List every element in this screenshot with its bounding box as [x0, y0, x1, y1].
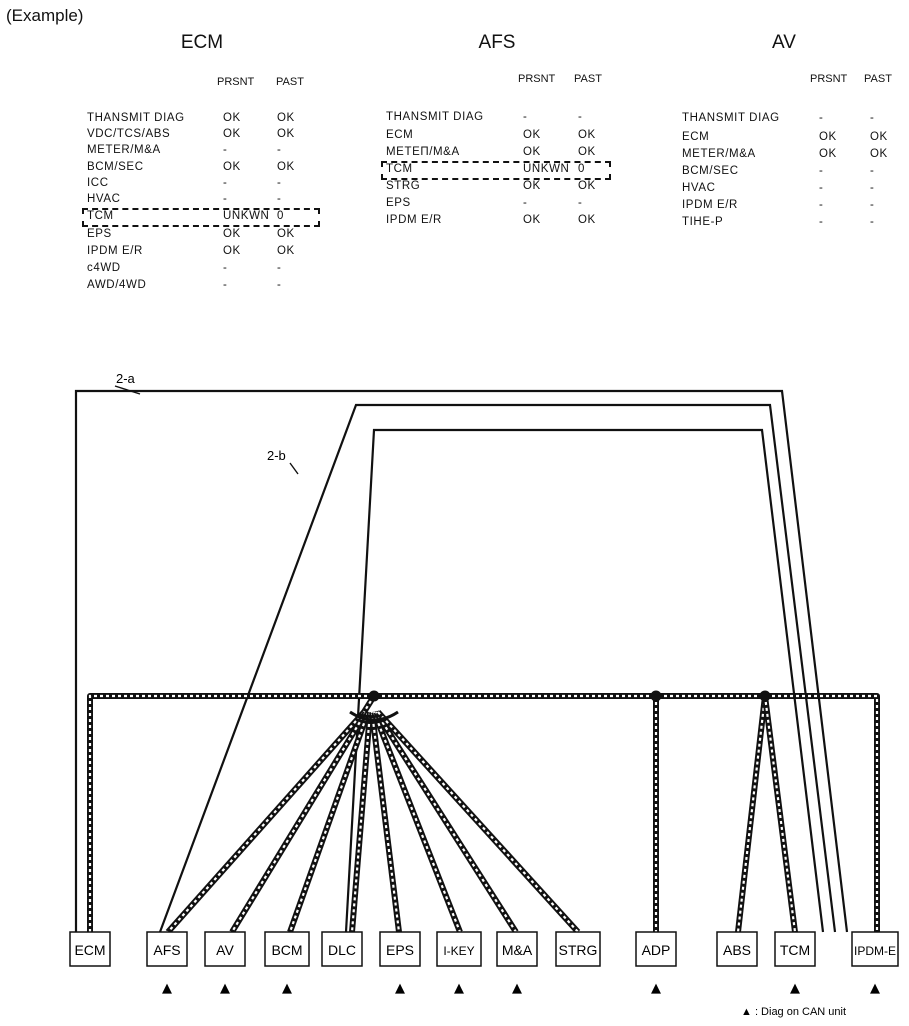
unit-name: IPDM E/R — [682, 198, 738, 211]
legend-text: ▲ : Diag on CAN unit — [741, 1006, 847, 1018]
wire-2b — [160, 405, 835, 932]
node-label: AV — [216, 942, 234, 958]
past-status: - — [870, 215, 875, 228]
unit-name: ECM — [682, 131, 710, 143]
ecu-nodes — [70, 932, 898, 996]
unit-name: HVAC — [682, 181, 716, 194]
past-status: - — [277, 144, 282, 156]
past-status: - — [277, 193, 282, 205]
node-label: EPS — [385, 942, 415, 958]
junction-dot — [651, 691, 662, 702]
past-status: 0 — [578, 163, 585, 175]
diag-marker-icon: ▲ — [282, 981, 292, 996]
present-status: OK — [223, 128, 241, 140]
ecu-node-ipdme — [852, 932, 898, 996]
unit-name: METER/M&A — [87, 144, 161, 156]
ecu-node-av — [205, 932, 245, 996]
present-status: UNKWN — [223, 210, 270, 222]
past-status: OK — [277, 160, 295, 173]
can-branch-line — [378, 712, 578, 932]
present-status: - — [819, 164, 824, 177]
ecu-node-ecm — [70, 932, 110, 966]
example-label: (Example) — [6, 6, 84, 25]
unit-name: METER/M&A — [682, 147, 756, 160]
unit-name: IPDM E/R — [87, 244, 143, 257]
past-status: - — [277, 278, 282, 291]
present-status: OK — [819, 147, 837, 160]
present-status: - — [819, 112, 824, 124]
node-label: I-KEY — [443, 944, 475, 958]
past-status: - — [870, 164, 875, 177]
unit-name: IPDM E/R — [386, 214, 442, 226]
present-status: - — [223, 278, 228, 291]
present-status: OK — [523, 146, 541, 158]
col-past-header: PAST — [574, 73, 602, 85]
past-status: OK — [870, 131, 888, 143]
past-status: - — [578, 111, 583, 123]
ecu-node-eps — [380, 932, 420, 996]
past-status: - — [578, 197, 583, 209]
unit-name: TCM — [386, 163, 413, 175]
past-status: - — [277, 261, 282, 274]
diag-marker-icon: ▲ — [395, 981, 405, 996]
unit-name: STRG — [386, 180, 421, 192]
unit-name: THANSMIT DIAG — [87, 112, 185, 124]
ecu-node-dlc — [322, 932, 362, 966]
wire-2c — [346, 430, 823, 932]
present-status: - — [523, 197, 528, 209]
past-status: OK — [277, 227, 295, 240]
ecu-node-bcm — [265, 932, 309, 996]
unit-name: HVAC — [87, 193, 121, 205]
present-status: - — [223, 261, 228, 274]
node-label: STRG — [558, 942, 598, 958]
panel-title-afs: AFS — [478, 32, 516, 53]
node-label: DLC — [327, 942, 357, 958]
diag-marker-icon: ▲ — [651, 981, 661, 996]
present-status: - — [523, 111, 528, 123]
present-status: - — [819, 215, 824, 228]
ecu-node-adp — [636, 932, 676, 996]
past-status: OK — [578, 146, 596, 158]
ecu-node-afs — [147, 932, 187, 996]
junction-dot — [369, 691, 380, 702]
node-label: ABS — [722, 942, 752, 958]
junction-dot — [760, 691, 771, 702]
node-label: ECM — [74, 942, 106, 958]
past-status: OK — [578, 214, 596, 226]
past-status: OK — [277, 112, 295, 124]
diag-marker-icon: ▲ — [162, 981, 172, 996]
unit-name: BCM/SEC — [87, 160, 144, 173]
can-bus — [90, 696, 877, 932]
past-status: - — [870, 198, 875, 211]
diag-marker-icon: ▲ — [790, 981, 800, 996]
unit-name: c4WD — [87, 261, 121, 274]
past-status: OK — [277, 244, 295, 257]
present-status: - — [819, 181, 824, 194]
unit-name: EPS — [87, 227, 112, 240]
unit-name: ICC — [87, 177, 109, 189]
present-status: - — [819, 198, 824, 211]
past-status: OK — [277, 128, 295, 140]
wire-b-label: 2-b — [267, 448, 286, 463]
present-status: - — [223, 177, 228, 189]
col-past-header: PAST — [276, 76, 304, 88]
col-present-header: PRSNT — [810, 73, 848, 85]
diag-marker-icon: ▲ — [220, 981, 230, 996]
unit-name: TCM — [87, 210, 114, 222]
node-label: BCM — [271, 942, 303, 958]
unit-name: TIHE-P — [682, 215, 724, 228]
present-status: OK — [523, 214, 541, 226]
diag-marker-icon: ▲ — [454, 981, 464, 996]
past-status: OK — [578, 180, 596, 192]
present-status: - — [223, 193, 228, 205]
past-status: - — [277, 177, 282, 189]
present-status: OK — [523, 180, 541, 192]
can-branch-line — [738, 696, 765, 932]
present-status: OK — [223, 227, 241, 240]
present-status: OK — [819, 131, 837, 143]
unit-name: BCM/SEC — [682, 164, 739, 177]
present-status: OK — [223, 160, 241, 173]
node-label: AFS — [153, 942, 181, 958]
node-label: IPDM-E — [854, 944, 896, 958]
can-branch-line — [765, 696, 795, 932]
can-branch-line — [168, 712, 364, 932]
present-status: OK — [223, 244, 241, 257]
node-label: M&A — [501, 942, 533, 958]
present-status: - — [223, 144, 228, 156]
past-status: - — [870, 181, 875, 194]
present-status: UNKWN — [523, 163, 570, 175]
unit-name: EPS — [386, 197, 411, 209]
ecu-node-strg — [556, 932, 600, 966]
diag-marker-icon: ▲ — [870, 981, 880, 996]
present-status: OK — [223, 112, 241, 124]
panel-title-av: AV — [772, 32, 796, 53]
col-present-header: PRSNT — [518, 73, 556, 85]
past-status: OK — [578, 128, 596, 141]
wire-a-label: 2-a — [116, 371, 135, 386]
unit-name: AWD/4WD — [87, 278, 147, 291]
col-past-header: PAST — [864, 73, 892, 85]
unit-name: ECM — [386, 128, 414, 141]
ecu-node-ikey — [437, 932, 481, 996]
ecu-node-abs — [717, 932, 757, 966]
panel-title-ecm: ECM — [180, 32, 224, 53]
present-status: OK — [523, 128, 541, 141]
unit-name: THANSMIT DIAG — [386, 111, 484, 123]
past-status: OK — [870, 147, 888, 160]
ecu-node-ma — [497, 932, 537, 996]
ecu-node-tcm — [775, 932, 815, 996]
unit-name: THANSMIT DIAG — [682, 112, 780, 124]
col-present-header: PRSNT — [217, 76, 255, 88]
diag-marker-icon: ▲ — [512, 981, 522, 996]
unit-name: METEП/M&A — [386, 146, 460, 158]
node-label: TCM — [779, 942, 811, 958]
unit-name: VDC/TCS/ABS — [87, 128, 171, 140]
past-status: 0 — [277, 210, 284, 222]
node-label: ADP — [641, 942, 671, 958]
past-status: - — [870, 112, 875, 124]
